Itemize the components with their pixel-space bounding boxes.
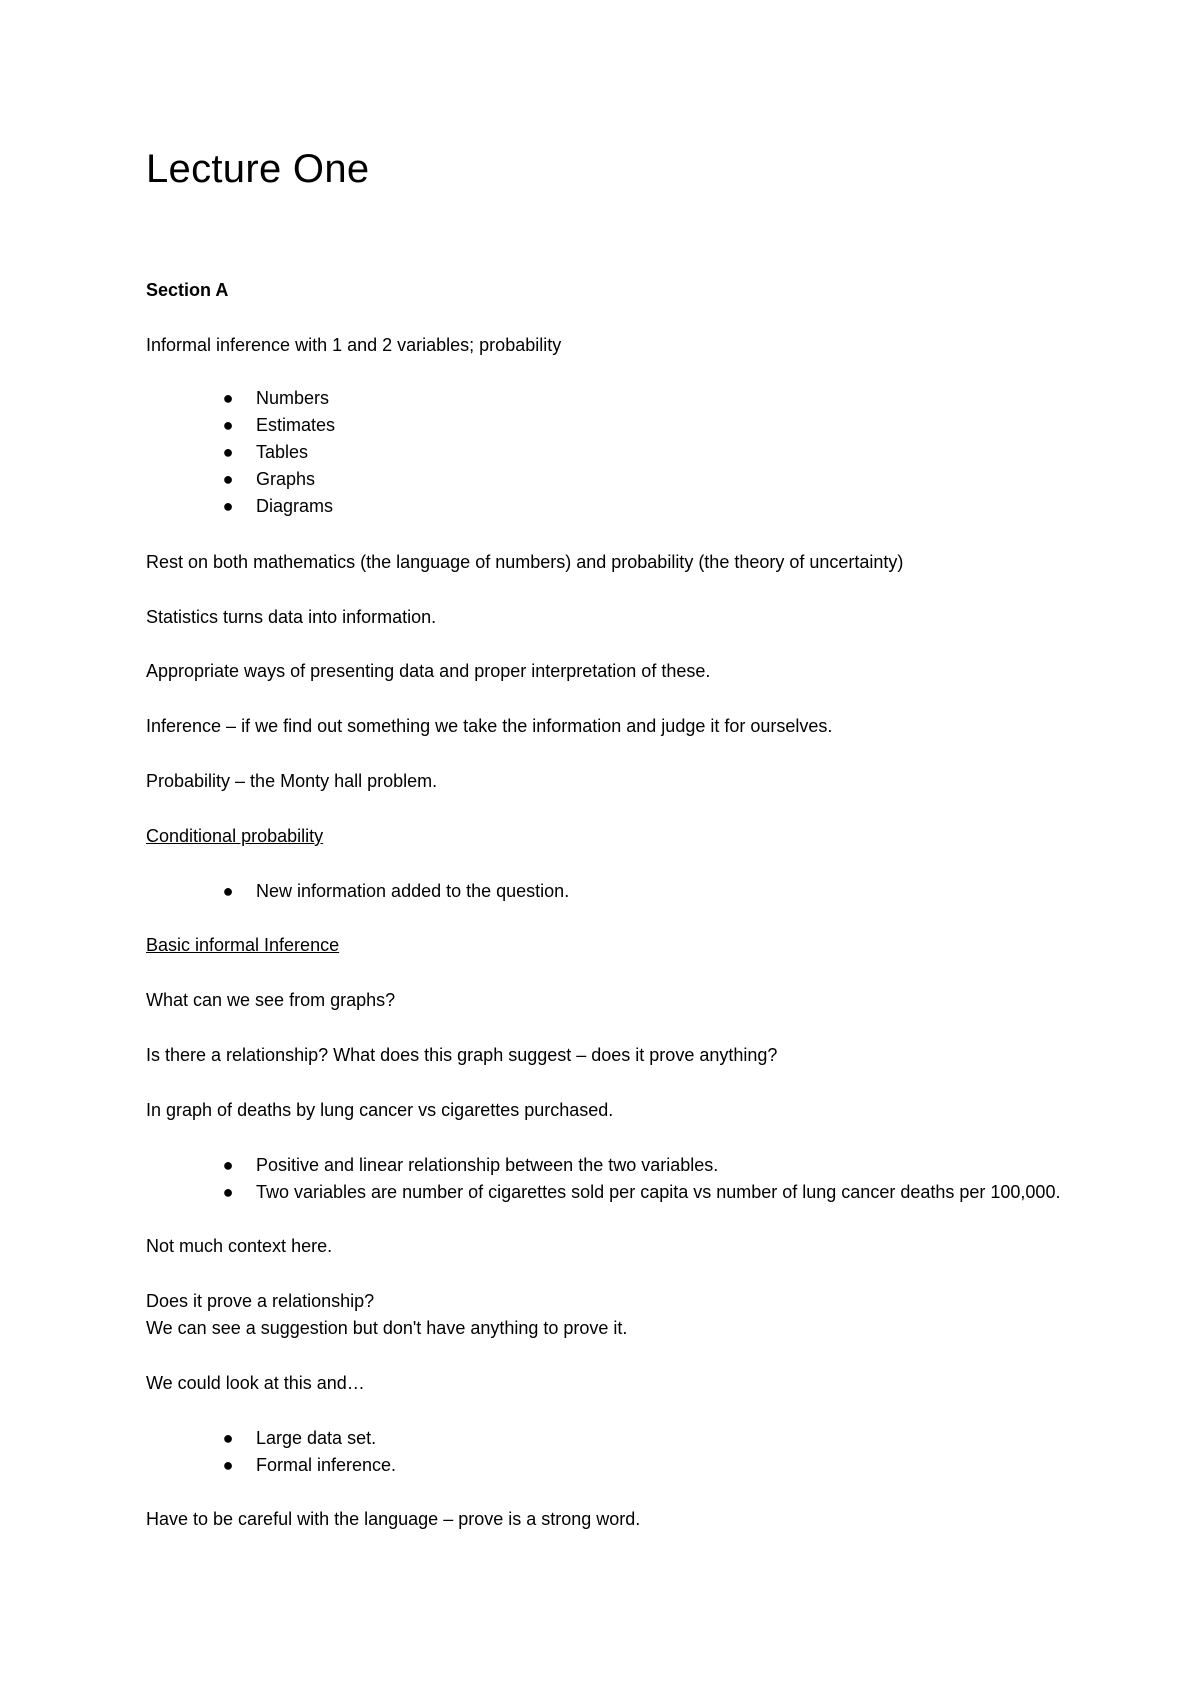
bullet-icon: ● [222, 469, 234, 489]
intro-paragraph: Informal inference with 1 and 2 variables; probability [146, 335, 562, 355]
list-item: ● Two variables are number of cigarettes sold per capita vs number of lung cancer deaths per 100,000. [146, 1179, 1066, 1206]
list-item: ● Tables [146, 439, 1066, 466]
paragraph-have-to: Have to be careful with the language – prove is a strong word. [146, 1509, 641, 1529]
bullet-icon: ● [222, 1428, 234, 1448]
list-item: ● Diagrams [146, 493, 1066, 520]
heading-basic-informal-inference: Basic informal Inference [146, 935, 340, 955]
paragraph-does-it: Does it prove a relationship? [146, 1291, 375, 1311]
bullet-icon: ● [222, 881, 234, 901]
list-item: ● Positive and linear relationship between the two variables. [146, 1152, 1066, 1179]
paragraph-we-can-see: We can see a suggestion but don't have anything to prove it. [146, 1318, 628, 1338]
list-item: ● New information added to the question. [146, 878, 1066, 905]
paragraph-not-much: Not much context here. [146, 1236, 333, 1256]
paragraph-in-graph: In graph of deaths by lung cancer vs cigarettes purchased. [146, 1100, 614, 1120]
paragraph-inference: Inference – if we find out something we take the information and judge it for ourselves. [146, 716, 833, 736]
paragraph-rest: Rest on both mathematics (the language of numbers) and probability (the theory of uncertainty) [146, 552, 904, 572]
list-item: ● Numbers [146, 385, 1066, 412]
bullet-icon: ● [222, 415, 234, 435]
paragraph-is-there: Is there a relationship? What does this graph suggest – does it prove anything? [146, 1045, 778, 1065]
paragraph-what: What can we see from graphs? [146, 990, 396, 1010]
bullet-icon: ● [222, 1455, 234, 1475]
section-heading: Section A [146, 280, 229, 300]
list-item: ● Large data set. [146, 1425, 1066, 1452]
paragraph-appropriate: Appropriate ways of presenting data and proper interpretation of these. [146, 661, 711, 681]
paragraph-we-could: We could look at this and… [146, 1373, 365, 1393]
heading-conditional-probability: Conditional probability [146, 826, 324, 846]
bullet-icon: ● [222, 496, 234, 516]
paragraph-probability: Probability – the Monty hall problem. [146, 771, 438, 791]
bullet-icon: ● [222, 388, 234, 408]
list-item: ● Estimates [146, 412, 1066, 439]
list-item: ● Formal inference. [146, 1452, 1066, 1479]
list-item: ● Graphs [146, 466, 1066, 493]
bullet-icon: ● [222, 1182, 234, 1202]
bullet-icon: ● [222, 1155, 234, 1175]
page-title: Lecture One [146, 147, 370, 191]
paragraph-statistics: Statistics turns data into information. [146, 607, 437, 627]
bullet-icon: ● [222, 442, 234, 462]
